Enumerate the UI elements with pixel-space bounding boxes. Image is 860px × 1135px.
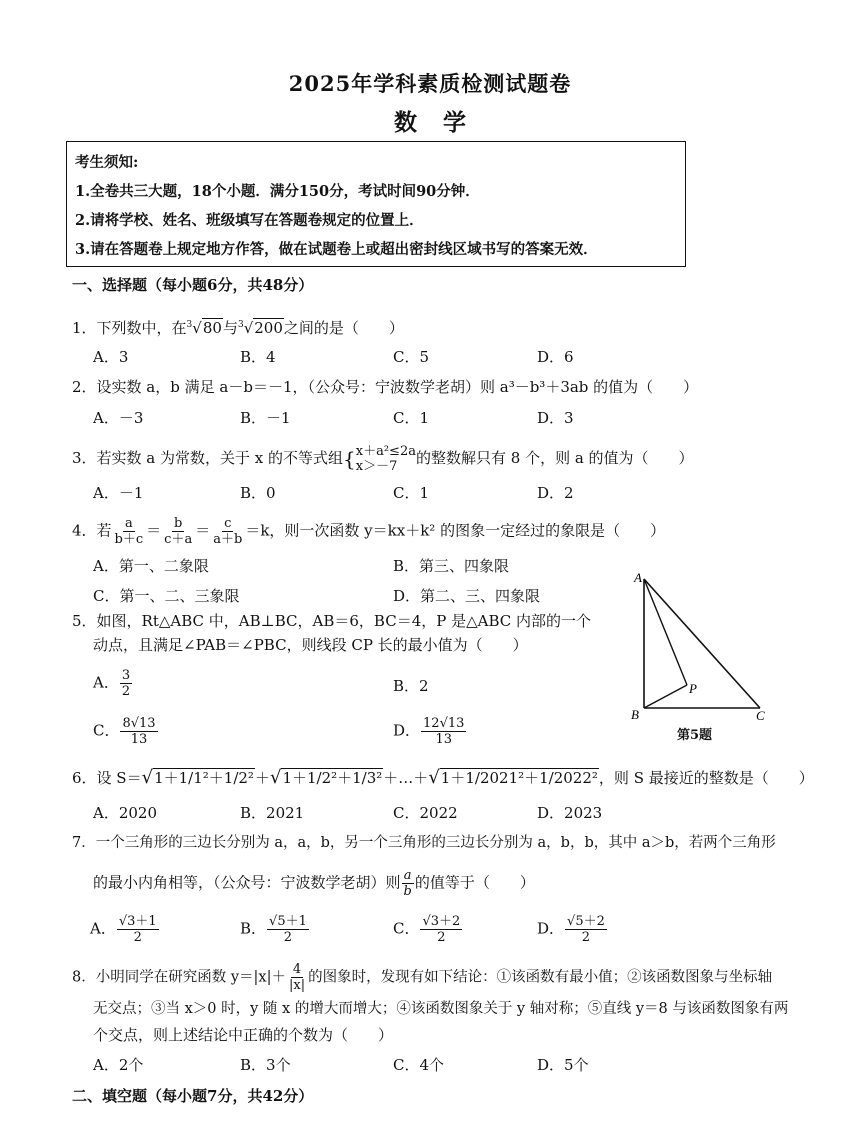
option-a: A．2020 [93,804,158,822]
question-text: 的整数解只有 8 个，则 a 的值为（ ） [415,449,694,467]
option-b: B． $\frac{√5+1}{2}$ [240,914,307,945]
question-8-line-3: 个交点，则上述结论中正确的个数为（ ） [93,1026,394,1044]
option-d: D． $\frac{12√13}{13}$ [393,716,465,747]
fraction: $\frac{4}{|x|}$ [288,962,306,993]
option-d: D． $\frac{√5+2}{2}$ [537,914,605,945]
fraction: $\frac{c}{a+b}$ [213,516,243,547]
notice-box [66,141,686,267]
section-fill-heading: 二、填空题（每小题7分，共42分） [72,1087,314,1105]
fraction: $\frac{√3+1}{2}$ [118,914,157,945]
option-d: D．2 [537,484,574,502]
side-ac [644,579,760,708]
radicand: 80 [202,319,222,337]
question-3: 3．若实数 a 为常数，关于 x 的不等式组{ x＋a²≤2a x＞－7 的整数解只有 8 个，则 a 的值为（ ） [72,444,694,474]
radicand: 1＋1/1²＋1/2² [154,769,254,787]
option-d: D．5个 [537,1056,589,1074]
fraction: $\frac{8√13}{13}$ [122,716,156,747]
question-6: 6．设 S＝√1＋1/1²＋1/2²＋√1＋1/2²＋1/3²＋…＋√1＋1/2021²＋1/2022²，则 S 最接近的整数是（ ） [72,767,814,788]
notice-item: 3.请在答题卷上规定地方作答，做在试题卷上或超出密封线区域书写的答案无效． [75,241,598,258]
label-p: P [689,681,697,696]
question-text: ＝k，则一次函数 y＝kx＋k² 的图象一定经过的象限是（ ） [245,521,666,540]
question-text: 与 [222,319,238,337]
notice-item: 1.全卷共三大题，18个小题．满分150分，考试时间90分钟． [75,183,480,200]
question-4: 4．若 $\frac{a}{b+c}$ ＝ $\frac{b}{c+a}$ ＝ $\frac{c}{a+b}$ ＝k，则一次函数 y＝kx＋k² 的图象一定经过的象限是（ ） [72,516,666,547]
label-c: C [756,708,765,723]
option-c: C． $\frac{8√13}{13}$ [93,716,156,747]
fraction: $\frac{12√13}{13}$ [423,716,465,747]
question-text: 之间的是（ ） [283,319,404,337]
radicand: 1＋1/2021²＋1/2022² [440,769,598,787]
question-2: 2．设实数 a，b 满足 a－b＝－1，（公众号：宁波数学老胡）则 a³－b³＋3ab 的值为（ ） [72,378,699,396]
option-c: C． $\frac{√3+2}{2}$ [393,914,461,945]
option-c: C．4个 [393,1056,445,1074]
label-a: A [634,570,642,585]
inequality-2: x＞－7 [355,459,398,474]
section-choice-heading: 一、选择题（每小题6分，共48分） [72,276,314,294]
question-5-line-1: 5．如图，Rt△ABC 中，AB⊥BC，AB＝6，BC＝4，P 是△ABC 内部的一个 [72,612,592,630]
notice-heading: 考生须知: [75,154,139,171]
option-c: C．1 [393,484,430,502]
inequality-1: x＋a²≤2a [355,444,416,459]
option-d: D．6 [537,348,574,366]
fraction: $\frac{a}{b+c}$ [114,516,144,547]
fraction: $\frac{3}{2}$ [121,668,131,699]
question-text: 6．设 S＝ [72,769,142,787]
subject-title: 数学 [394,109,492,136]
option-d: D．3 [537,409,574,427]
option-b: B．4 [240,348,276,366]
option-b: B．3个 [240,1056,291,1074]
question-text: 4．若 [72,521,112,540]
notice-item: 2.请将学校、姓名、班级填写在答题卷规定的位置上． [75,212,424,229]
option-b: B．－1 [240,409,291,427]
option-a: A． $\frac{√3+1}{2}$ [90,914,157,945]
fraction: $\frac{a}{b}$ [403,868,412,899]
option-a: A．2个 [93,1056,144,1074]
radicand: 1＋1/2²＋1/3² [282,769,383,787]
question-text: 1．下列数中，在 [72,319,187,337]
question-8-line-1: 8．小明同学在研究函数 y＝|x|＋ $\frac{4}{|x|}$ 的图象时，发现有如下结论：①该函数有最小值；②该函数图象与坐标轴 [72,962,773,993]
question-8-line-2: 无交点；③当 x＞0 时，y 随 x 的增大而增大；④该函数图象关于 y 轴对称；⑤直线 y＝8 与该函数图象有两 [93,1001,789,1017]
segment-ap [644,579,687,685]
option-d: D．2023 [537,804,603,822]
radicand: 200 [254,319,283,337]
option-a: A． $\frac{3}{2}$ [93,668,131,699]
option-d: D．第二、三、四象限 [393,587,541,605]
option-a: A．－3 [93,409,144,427]
question-text: ，则 S 最接近的整数是（ ） [598,769,814,787]
option-b: B．第三、四象限 [393,557,510,575]
fraction: $\frac{√5+1}{2}$ [269,914,307,945]
option-a: A．第一、二象限 [93,557,209,575]
fraction: $\frac{√5+2}{2}$ [567,914,605,945]
question-7-line-2: 的最小内角相等，（公众号：宁波数学老胡）则 $\frac{a}{b}$ 的值等于（ ） [93,868,535,899]
fraction: $\frac{√3+2}{2}$ [422,914,461,945]
question-7-line-1: 7．一个三角形的三边长分别为 a，a，b，另一个三角形的三边长分别为 a，b，b，其中 a＞b，若两个三角形 [72,835,776,851]
option-c: C．2022 [393,804,458,822]
option-b: B．2 [393,677,429,695]
question-text: 3．若实数 a 为常数，关于 x 的不等式组 [72,449,344,467]
triangle-figure [620,565,790,745]
figure-caption: 第5题 [677,728,713,743]
fraction: $\frac{b}{c+a}$ [164,516,193,547]
option-a: A．－1 [93,484,144,502]
option-b: B．0 [240,484,276,502]
question-1: 1．下列数中，在$^3$√80与$^3$√200之间的是（ ） [72,319,404,337]
question-5-line-2: 动点，且满足∠PAB＝∠PBC，则线段 CP 长的最小值为（ ） [93,636,528,654]
option-b: B．2021 [240,804,305,822]
segment-bp [644,685,687,708]
option-c: C．5 [393,348,430,366]
option-c: C．第一、二、三象限 [93,587,240,605]
label-b: B [631,707,639,722]
option-a: A．3 [93,348,129,366]
option-c: C．1 [393,409,430,427]
exam-title: 2025年学科素质检测试题卷 [288,71,572,96]
